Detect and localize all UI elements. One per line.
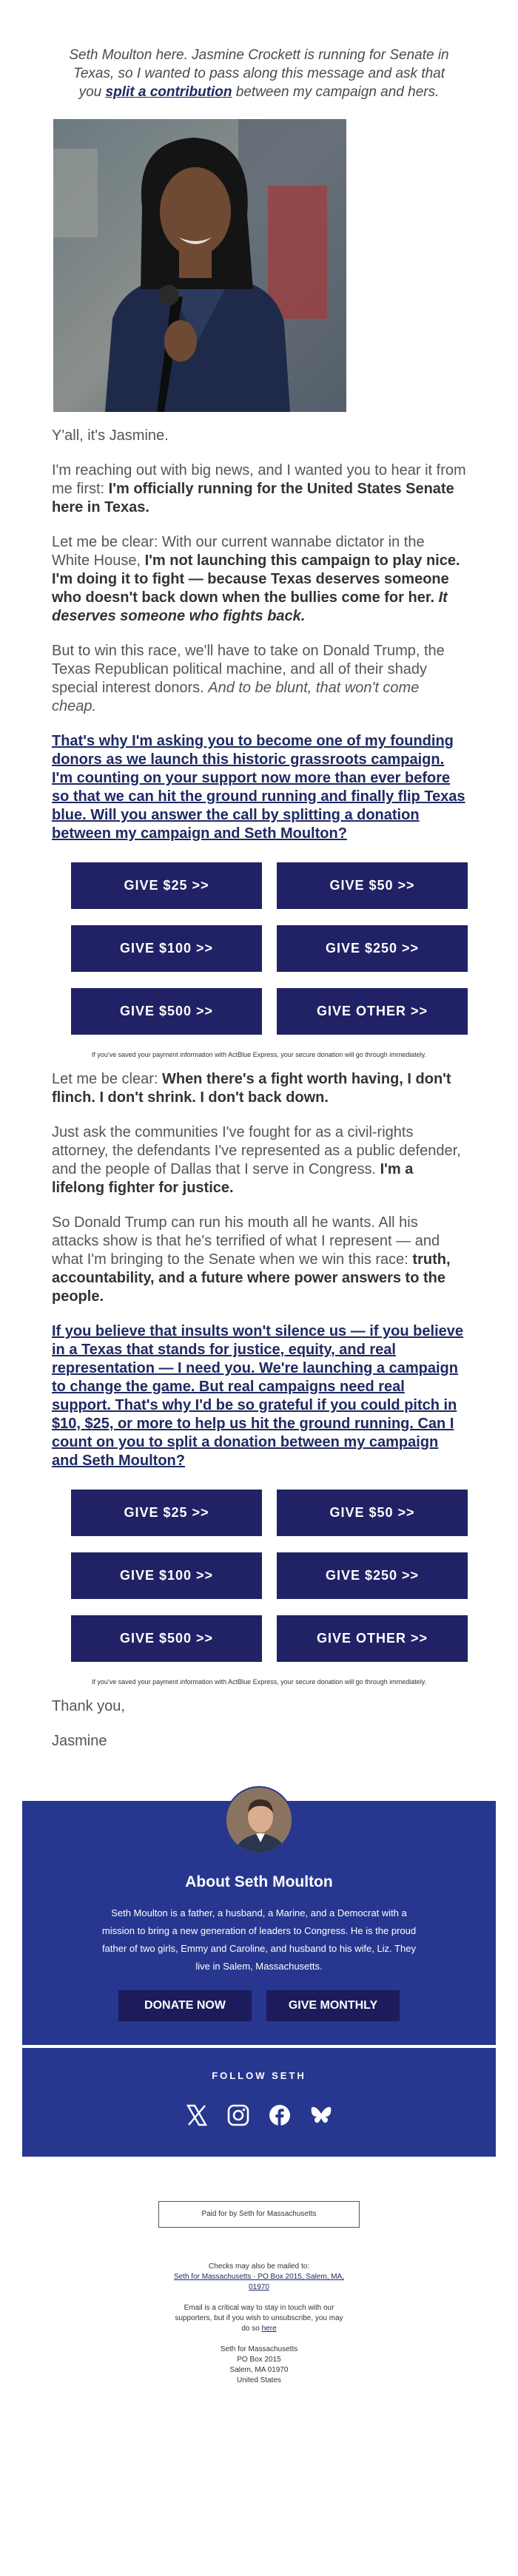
give-other-button[interactable]: GIVE OTHER >> [277, 1615, 468, 1662]
give-500-button[interactable]: GIVE $500 >> [71, 1615, 262, 1662]
intro-paragraph: Seth Moulton here. Jasmine Crockett is running for Senate in Texas, so I wanted to pass along this message and ask that you split a contribution between my campaign and hers. [69, 47, 449, 100]
give-monthly-button[interactable]: GIVE MONTHLY [266, 1990, 400, 2021]
give-100-button[interactable]: GIVE $100 >> [71, 1552, 262, 1599]
body-paragraph: So Donald Trump can run his mouth all he wants. All his attacks show is that he's terrified of what I represent — and what I'm bringing to the Senate when we win this race: truth, accountability, and a future where power answers to the people. [52, 1214, 451, 1305]
greeting: Y'all, it's Jasmine. [52, 427, 169, 444]
body-paragraph: But to win this race, we'll have to take on Donald Trump, the Texas Republican political machine, and all of their shady special interest donors. And to be blunt, that won't come cheap. [52, 643, 445, 714]
social-links [22, 2103, 496, 2127]
avatar-illustration [226, 1788, 293, 1854]
instagram-icon[interactable] [226, 2103, 250, 2127]
body-paragraph: Let me be clear: When there's a fight worth having, I don't flinch. I don't shrink. I don't back down. [52, 1071, 451, 1106]
mailing-address-link[interactable]: Seth for Massachusetts · PO Box 2015, Salem, MA, 01970 [173, 2273, 345, 2291]
give-25-button[interactable]: GIVE $25 >> [71, 862, 262, 909]
actblue-note: If you've saved your payment information with ActBlue Express, your secure donation will go through immediately. [91, 1051, 427, 1058]
give-50-button[interactable]: GIVE $50 >> [277, 862, 468, 909]
give-100-button[interactable]: GIVE $100 >> [71, 925, 262, 972]
checks-info: Checks may also be mailed to: Seth for Massachusetts · PO Box 2015, Salem, MA, 01970 [173, 2262, 345, 2291]
give-other-button[interactable]: GIVE OTHER >> [277, 988, 468, 1035]
signoff [0, 1697, 518, 1751]
candidate-photo-illustration [53, 119, 346, 412]
body-paragraph: Let me be clear: With our current wannabe dictator in the White House, I'm not launching this campaign to play nice. I'm doing it to fight — because Texas deserves someone who doesn't back down when the bullies come for her. It deserves someone who fights back. [52, 534, 460, 624]
x-icon[interactable] [185, 2103, 209, 2127]
avatar [225, 1786, 293, 1854]
postal-address: Seth for Massachusetts PO Box 2015 Salem, MA 01970 United States [220, 2345, 298, 2384]
give-50-button[interactable]: GIVE $50 >> [277, 1490, 468, 1536]
body-paragraph: Just ask the communities I've fought for as a civil-rights attorney, the defendants I've represented as a public defender, and the people of Dallas that I serve in Congress. I'm a lifelong fighter for justice. [52, 1124, 461, 1196]
paid-for-disclaimer: Paid for by Seth for Massachusetts [158, 2201, 360, 2228]
signature: Jasmine [52, 1733, 107, 1749]
give-500-button[interactable]: GIVE $500 >> [71, 988, 262, 1035]
email-body [0, 427, 518, 843]
donation-buttons-2 [71, 1490, 485, 1662]
about-title: About Seth Moulton [185, 1873, 333, 1890]
give-250-button[interactable]: GIVE $250 >> [277, 925, 468, 972]
signoff-text: Thank you, [52, 1698, 125, 1714]
bluesky-icon[interactable] [309, 2103, 333, 2127]
facebook-icon[interactable] [268, 2103, 292, 2127]
about-section [22, 1801, 496, 2157]
unsubscribe-info: Email is a critical way to stay in touch with our supporters, but if you wish to unsubscribe, you may do so here [175, 2304, 343, 2333]
give-250-button[interactable]: GIVE $250 >> [277, 1552, 468, 1599]
unsubscribe-link[interactable]: here [261, 2325, 277, 2333]
cta-link-1[interactable]: That's why I'm asking you to become one of my founding donors as we launch this historic grassroots campaign. I'm counting on your support now more than ever before so that we can hit the ground running and finally flip Texas blue. Will you answer the call by splitting a donation between my campaign and Seth Moulton? [52, 733, 465, 842]
donate-now-button[interactable]: DONATE NOW [118, 1990, 252, 2021]
actblue-note: If you've saved your payment information with ActBlue Express, your secure donation will go through immediately. [91, 1678, 427, 1686]
cta-link-2[interactable]: If you believe that insults won't silence us — if you believe in a Texas that stands for justice, equity, and real representation — I need you. We're launching a campaign to change the game. But real campaigns need real support. That's why I'd be so grateful if you could pitch in $10, $25, or more to help us hit the ground running. Can I count on you to split a donation between my campaign and Seth Moulton? [52, 1323, 463, 1469]
body-paragraph: I'm reaching out with big news, and I wanted you to hear it from me first: I'm officially running for the United States Senate here in Texas. [52, 462, 466, 515]
split-contribution-link[interactable]: split a contribution [105, 84, 232, 100]
follow-section [22, 2048, 496, 2157]
candidate-photo[interactable] [53, 119, 346, 412]
about-buttons [22, 1975, 496, 2045]
donation-buttons-1 [71, 862, 485, 1035]
footer [0, 2201, 518, 2386]
about-bio: Seth Moulton is a father, a husband, a Marine, and a Democrat with a mission to bring a new generation of leaders to Congress. He is the proud father of two girls, Emmy and Caroline, and husband to his wife, Liz. They live in Salem, Massachusetts. [101, 1907, 417, 1972]
follow-title: FOLLOW SETH [212, 2070, 306, 2081]
email-body-2 [0, 1070, 518, 1470]
give-25-button[interactable]: GIVE $25 >> [71, 1490, 262, 1536]
